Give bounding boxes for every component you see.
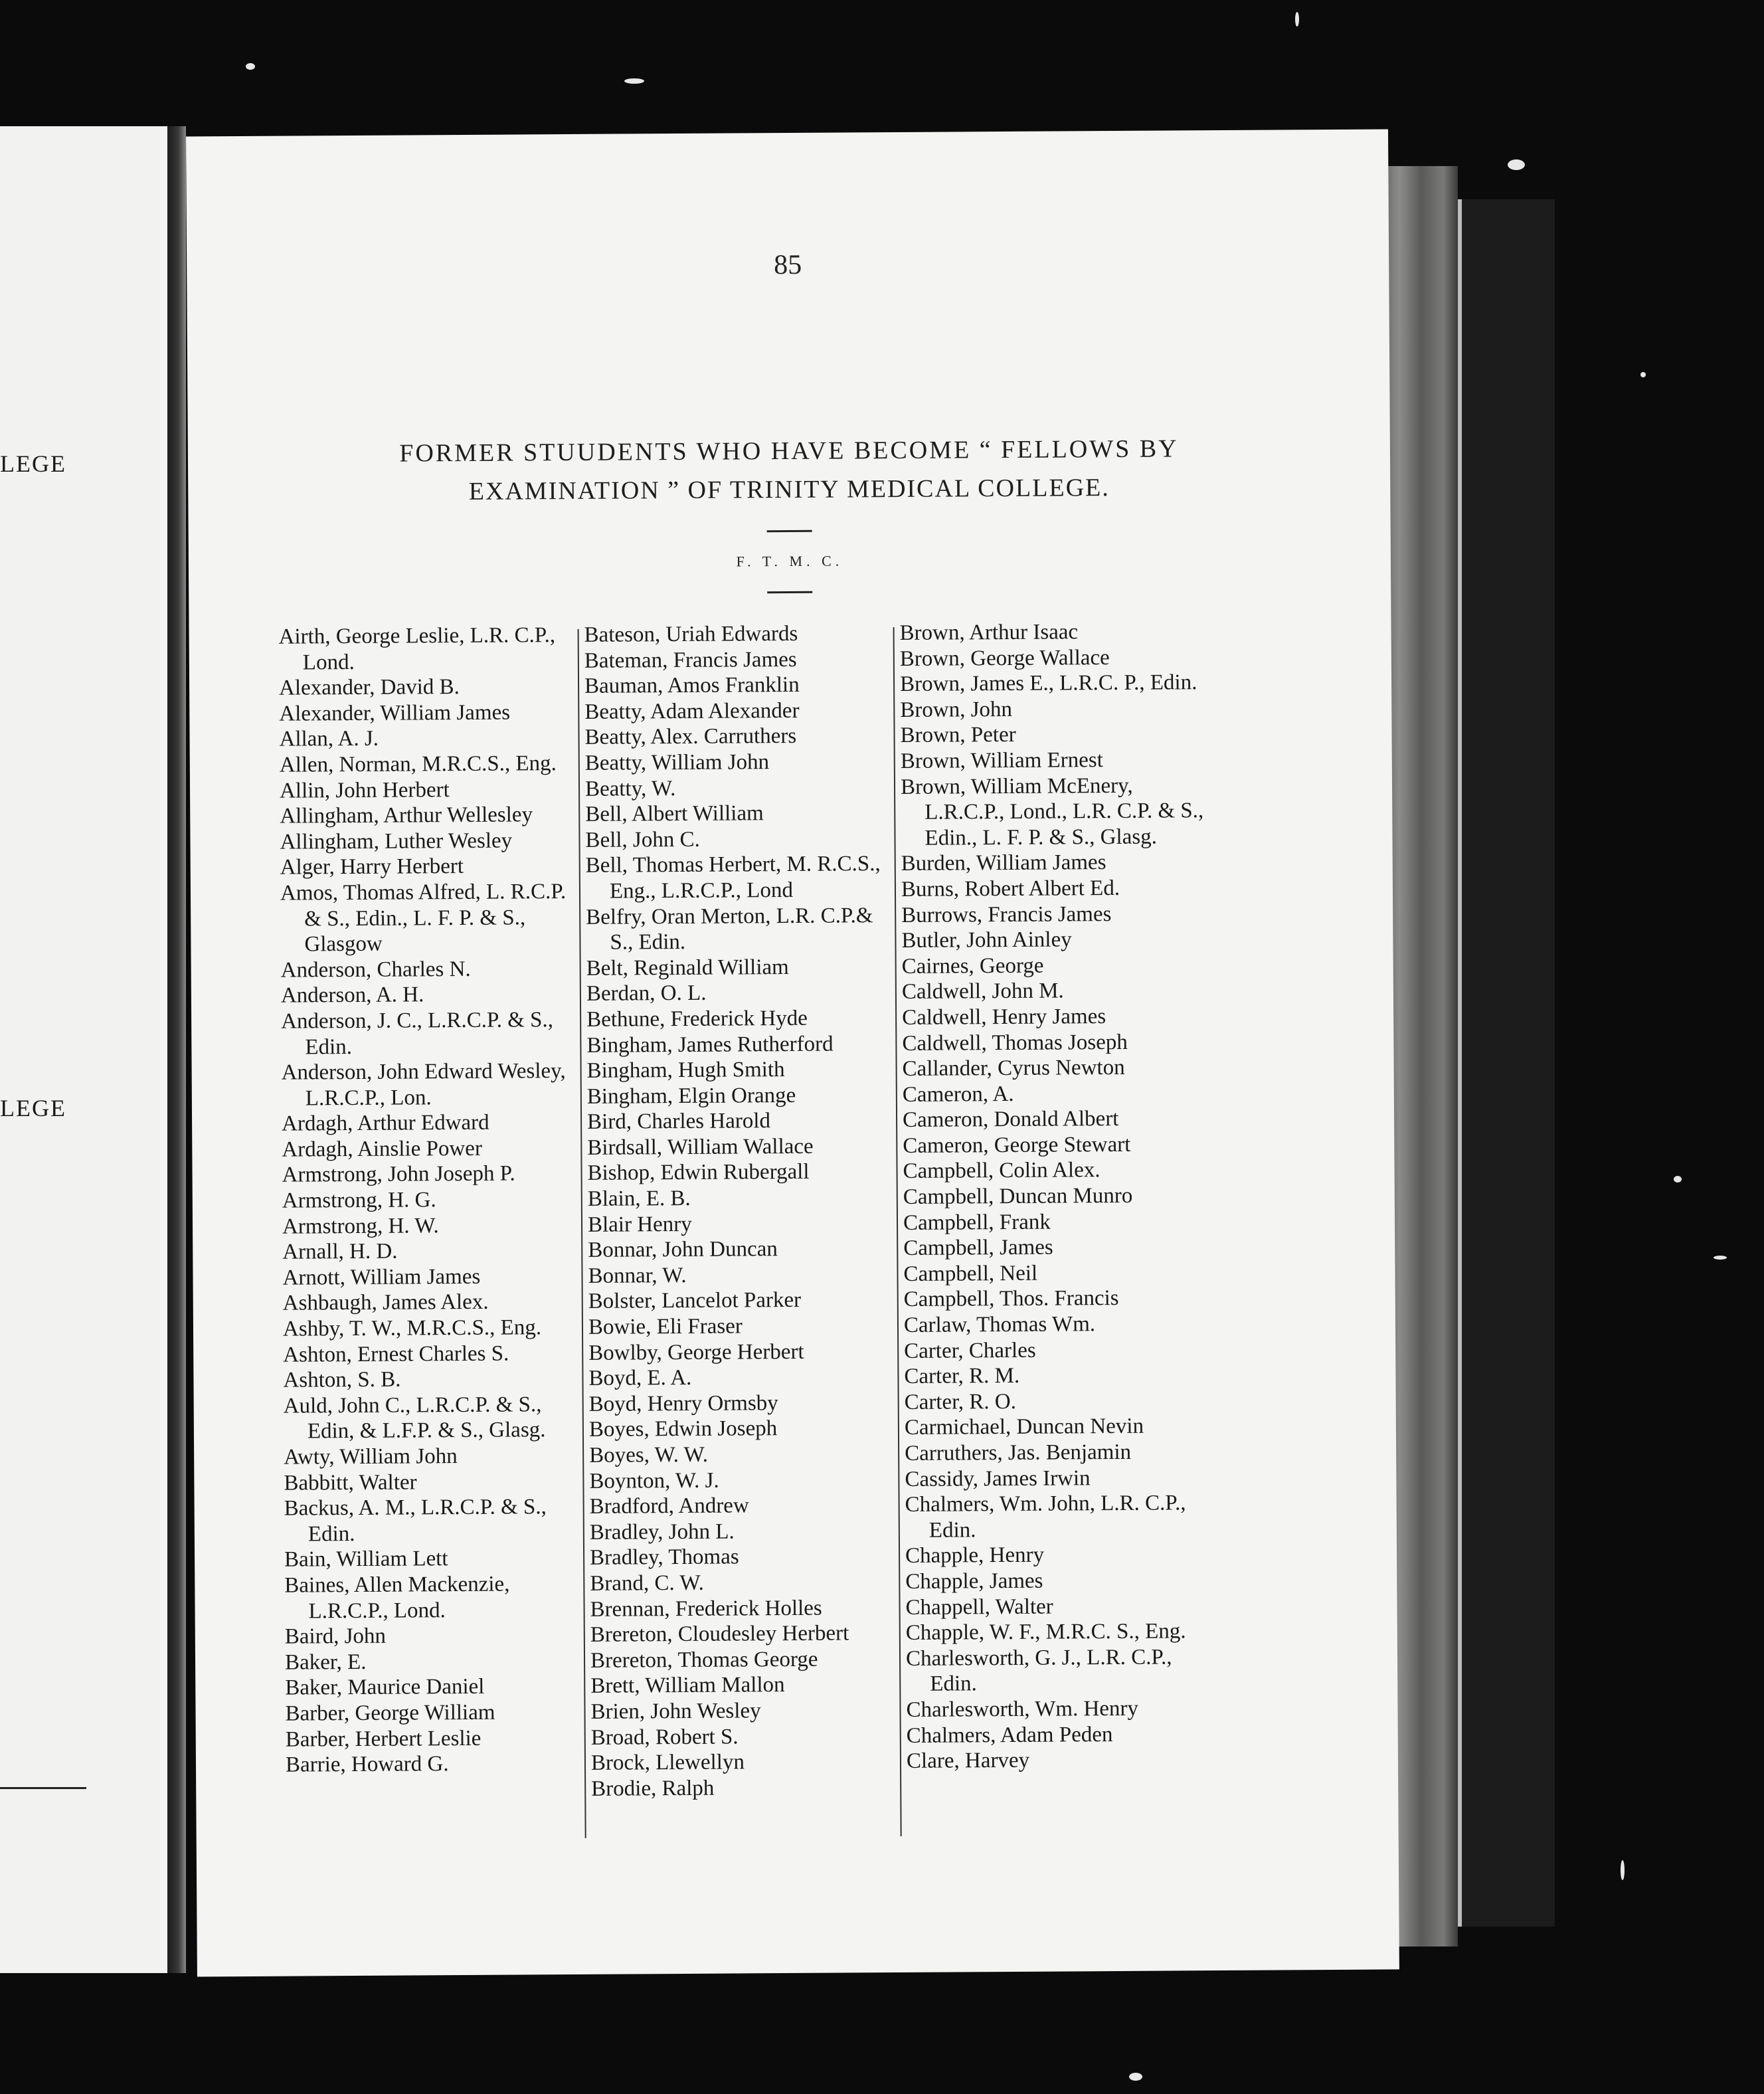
name-entry: Blain, E. B. — [587, 1186, 691, 1211]
name-entry: Barber, Herbert Leslie — [285, 1726, 482, 1752]
name-entry: Awty, William John — [284, 1444, 458, 1470]
name-entry: Bingham, Hugh Smith — [586, 1058, 785, 1083]
name-entry: Butler, John Ainley — [901, 927, 1072, 953]
name-entry: Arnott, William James — [282, 1264, 481, 1290]
name-entry: Cameron, George Stewart — [903, 1132, 1131, 1158]
name-entry: Bingham, James Rutherford — [586, 1032, 834, 1058]
facing-page-fragment: LEGE — [0, 450, 66, 477]
name-entry: Caldwell, Henry James — [902, 1004, 1106, 1030]
name-entry: Brereton, Thomas George — [590, 1647, 818, 1673]
name-entry: Cameron, Donald Albert — [902, 1107, 1119, 1133]
name-entry: Campbell, Neil — [903, 1261, 1038, 1286]
name-entry: Clare, Harvey — [906, 1748, 1030, 1774]
name-entry: Bishop, Edwin Rubergall — [587, 1160, 810, 1186]
film-speck — [624, 78, 644, 84]
name-entry: Berdan, O. L. — [586, 981, 707, 1006]
name-entry: Brown, Arthur Isaac — [899, 620, 1079, 645]
name-entry: Bradley, Thomas — [589, 1545, 739, 1570]
name-entry: Barber, George William — [285, 1700, 495, 1726]
name-entry: Brown, Peter — [900, 723, 1016, 748]
name-entry: Campbell, Duncan Munro — [903, 1183, 1133, 1210]
film-speck — [246, 63, 255, 70]
name-entry: Birdsall, William Wallace — [587, 1134, 814, 1160]
name-entry: Bauman, Amos Franklin — [584, 673, 800, 699]
name-entry: Allingham, Luther Wesley — [280, 828, 513, 854]
page-title — [188, 428, 1391, 512]
page-number: 85 — [774, 249, 802, 281]
name-entry: Bateman, Francis James — [584, 647, 797, 673]
name-entry: Auld, John C., L.R.C.P. & S., Edin, & L.F.P. & S., Glasg. — [283, 1392, 547, 1444]
name-entry: Burns, Robert Albert Ed. — [901, 876, 1120, 902]
name-entry: Beatty, Adam Alexander — [584, 698, 800, 724]
name-entry: Chappell, Walter — [905, 1594, 1053, 1620]
name-entry: Chapple, Henry — [905, 1543, 1045, 1569]
name-entry: Campbell, Colin Alex. — [903, 1158, 1101, 1184]
name-entry: Brodie, Ralph — [591, 1776, 715, 1801]
name-entry: Callander, Cyrus Newton — [902, 1056, 1125, 1082]
name-entry: Carlaw, Thomas Wm. — [903, 1312, 1096, 1337]
name-entry: Boyes, Edwin Joseph — [588, 1416, 778, 1442]
name-entry: Boyd, Henry Ormsby — [588, 1390, 778, 1416]
name-entry: Charlesworth, G. J., L.R. C.P., Edin. — [905, 1645, 1178, 1697]
name-entry: Bradford, Andrew — [589, 1493, 749, 1519]
name-entry: Brock, Llewellyn — [590, 1750, 745, 1775]
name-column-3 — [899, 619, 1212, 1774]
name-entry: Bain, William Lett — [284, 1547, 448, 1572]
name-entry: Bonnar, John Duncan — [588, 1237, 778, 1263]
name-entry: Chalmers, Adam Peden — [906, 1722, 1113, 1748]
name-entry: Armstrong, John Joseph P. — [282, 1161, 515, 1188]
name-entry: Beatty, Alex. Carruthers — [584, 724, 797, 750]
name-entry: Baker, E. — [284, 1650, 367, 1675]
title-rule — [767, 530, 812, 532]
facing-page-rule — [0, 1787, 86, 1789]
name-entry: Arnall, H. D. — [282, 1239, 398, 1264]
facing-page-fragment: LEGE — [0, 1095, 66, 1121]
subtitle: F. T. M. C. — [736, 552, 843, 570]
name-entry: Alexander, David B. — [278, 675, 460, 700]
name-entry: Caldwell, John M. — [901, 979, 1064, 1004]
name-entry: Carruthers, Jas. Benjamin — [905, 1440, 1132, 1466]
name-entry: Baker, Maurice Daniel — [285, 1675, 485, 1701]
name-entry: Brown, James E., L.R.C. P., Edin. — [899, 670, 1197, 697]
name-entry: Brennan, Frederick Holles — [590, 1596, 822, 1622]
name-entry: Carter, Charles — [904, 1338, 1036, 1363]
name-entry: Bowlby, George Herbert — [588, 1339, 804, 1365]
name-entry: Campbell, Thos. Francis — [903, 1286, 1119, 1312]
name-entry: Boynton, W. J. — [589, 1468, 719, 1493]
name-entry: Caldwell, Thomas Joseph — [902, 1030, 1128, 1056]
name-entry: Brereton, Cloudesley Herbert — [590, 1621, 849, 1648]
name-entry: Cairnes, George — [901, 953, 1044, 979]
subtitle-rule — [767, 591, 812, 593]
name-entry: Bateson, Uriah Edwards — [584, 621, 798, 647]
name-entry: Bell, Albert William — [585, 801, 764, 827]
name-entry: Alexander, William James — [279, 700, 511, 726]
name-entry: Ardagh, Ainslie Power — [282, 1136, 482, 1162]
film-speck — [1714, 1256, 1727, 1260]
name-entry: Burden, William James — [901, 850, 1106, 876]
name-entry: Cassidy, James Irwin — [905, 1466, 1091, 1491]
name-entry: Allan, A. J. — [279, 727, 379, 752]
name-entry: Allingham, Arthur Wellesley — [280, 803, 533, 828]
name-entry: Beatty, William John — [584, 750, 770, 775]
document-page — [186, 129, 1399, 1976]
name-entry: Baines, Allen Mackenzie, L.R.C.P., Lond. — [284, 1572, 515, 1624]
name-entry: Bird, Charles Harold — [586, 1109, 771, 1135]
title-line: EXAMINATION ” OF TRINITY MEDICAL COLLEGE. — [468, 474, 1110, 506]
name-entry: Broad, Robert S. — [590, 1725, 739, 1750]
film-speck — [1674, 1176, 1682, 1183]
film-speck — [1129, 2073, 1142, 2081]
name-entry: Ardagh, Arthur Edward — [281, 1111, 489, 1136]
name-entry: Brett, William Mallon — [590, 1673, 785, 1699]
name-entry: Brown, William McEnery, L.R.C.P., Lond., L.R. C.P. & S., Edin., L. F. P. & S., Glasg. — [900, 773, 1209, 850]
name-entry: Bell, Thomas Herbert, M. R.C.S., Eng., L.R.C.P., Lond — [585, 852, 887, 904]
name-entry: Anderson, Charles N. — [280, 957, 471, 983]
name-entry: Bell, John C. — [585, 827, 700, 852]
film-speck — [1508, 159, 1525, 170]
facing-page — [0, 126, 167, 1973]
name-entry: Airth, George Leslie, L.R. C.P., Lond. — [278, 623, 561, 675]
name-entry: Carter, R. O. — [904, 1389, 1017, 1414]
name-column-2 — [584, 620, 900, 1802]
name-entry: Belfry, Oran Merton, L.R. C.P.& S., Edin. — [586, 903, 879, 955]
name-entry: Amos, Thomas Alfred, L. R.C.P. & S., Edin., L. F. P. & S., Glasgow — [280, 879, 572, 957]
name-entry: Babbitt, Walter — [284, 1470, 417, 1495]
name-entry: Carter, R. M. — [904, 1364, 1020, 1389]
name-entry: Anderson, John Edward Wesley, L.R.C.P., Lon. — [281, 1059, 572, 1111]
name-entry: Brien, John Wesley — [590, 1699, 761, 1724]
name-entry: Burrows, Francis James — [901, 902, 1112, 927]
name-entry: Campbell, James — [903, 1235, 1053, 1261]
title-line: FORMER STUUDENTS WHO HAVE BECOME “ FELLOWS BY — [399, 434, 1179, 468]
name-entry: Bingham, Elgin Orange — [586, 1083, 796, 1109]
name-entry: Ashton, Ernest Charles S. — [283, 1341, 509, 1367]
name-entry: Ashby, T. W., M.R.C.S., Eng. — [282, 1315, 542, 1341]
name-entry: Ashbaugh, James Alex. — [282, 1290, 489, 1316]
name-column-1 — [279, 622, 585, 1778]
name-entry: Alger, Harry Herbert — [280, 854, 464, 880]
book-gutter — [167, 126, 186, 1973]
name-entry: Backus, A. M., L.R.C.P. & S., Edin. — [284, 1495, 553, 1547]
name-entry: Brand, C. W. — [590, 1570, 704, 1596]
name-entry: Boyd, E. A. — [588, 1366, 692, 1391]
name-entry: Brown, John — [900, 697, 1013, 722]
name-entry: Beatty, W. — [584, 776, 676, 801]
name-entry: Anderson, A. H. — [280, 983, 424, 1008]
name-entry: Brown, George Wallace — [899, 645, 1110, 671]
name-entry: Armstrong, H. G. — [282, 1188, 436, 1213]
name-entry: Campbell, Frank — [903, 1210, 1051, 1235]
name-entry: Baird, John — [284, 1624, 387, 1649]
name-entry: Anderson, J. C., L.R.C.P. & S., Edin. — [281, 1008, 559, 1059]
name-entry: Chapple, James — [905, 1569, 1043, 1594]
book-cover — [1458, 199, 1555, 1927]
name-entry: Charlesworth, Wm. Henry — [906, 1696, 1139, 1722]
name-entry: Chalmers, Wm. John, L.R. C.P., Edin. — [905, 1491, 1191, 1543]
name-entry: Blair Henry — [587, 1212, 692, 1237]
name-entry: Bonnar, W. — [588, 1263, 687, 1288]
name-entry: Bolster, Lancelot Parker — [588, 1288, 802, 1314]
name-entry: Allin, John Herbert — [279, 777, 450, 803]
name-entry: Boyes, W. W. — [589, 1442, 709, 1468]
film-speck — [1621, 1860, 1625, 1880]
name-entry: Armstrong, H. W. — [282, 1213, 439, 1239]
name-entry: Chapple, W. F., M.R.C. S., Eng. — [905, 1619, 1186, 1646]
name-entry: Bowie, Eli Fraser — [588, 1314, 743, 1339]
name-entry: Allen, Norman, M.R.C.S., Eng. — [279, 751, 557, 777]
name-entry: Ashton, S. B. — [283, 1367, 401, 1392]
film-speck — [1640, 372, 1646, 377]
name-entry: Cameron, A. — [902, 1082, 1014, 1107]
name-entry: Bradley, John L. — [589, 1519, 735, 1545]
name-entry: Bethune, Frederick Hyde — [586, 1006, 808, 1032]
name-entry: Brown, William Ernest — [900, 748, 1103, 773]
name-entry: Barrie, Howard G. — [285, 1752, 449, 1777]
film-speck — [1295, 12, 1299, 27]
name-entry: Belt, Reginald William — [586, 955, 789, 981]
name-entry: Carmichael, Duncan Nevin — [904, 1414, 1144, 1440]
